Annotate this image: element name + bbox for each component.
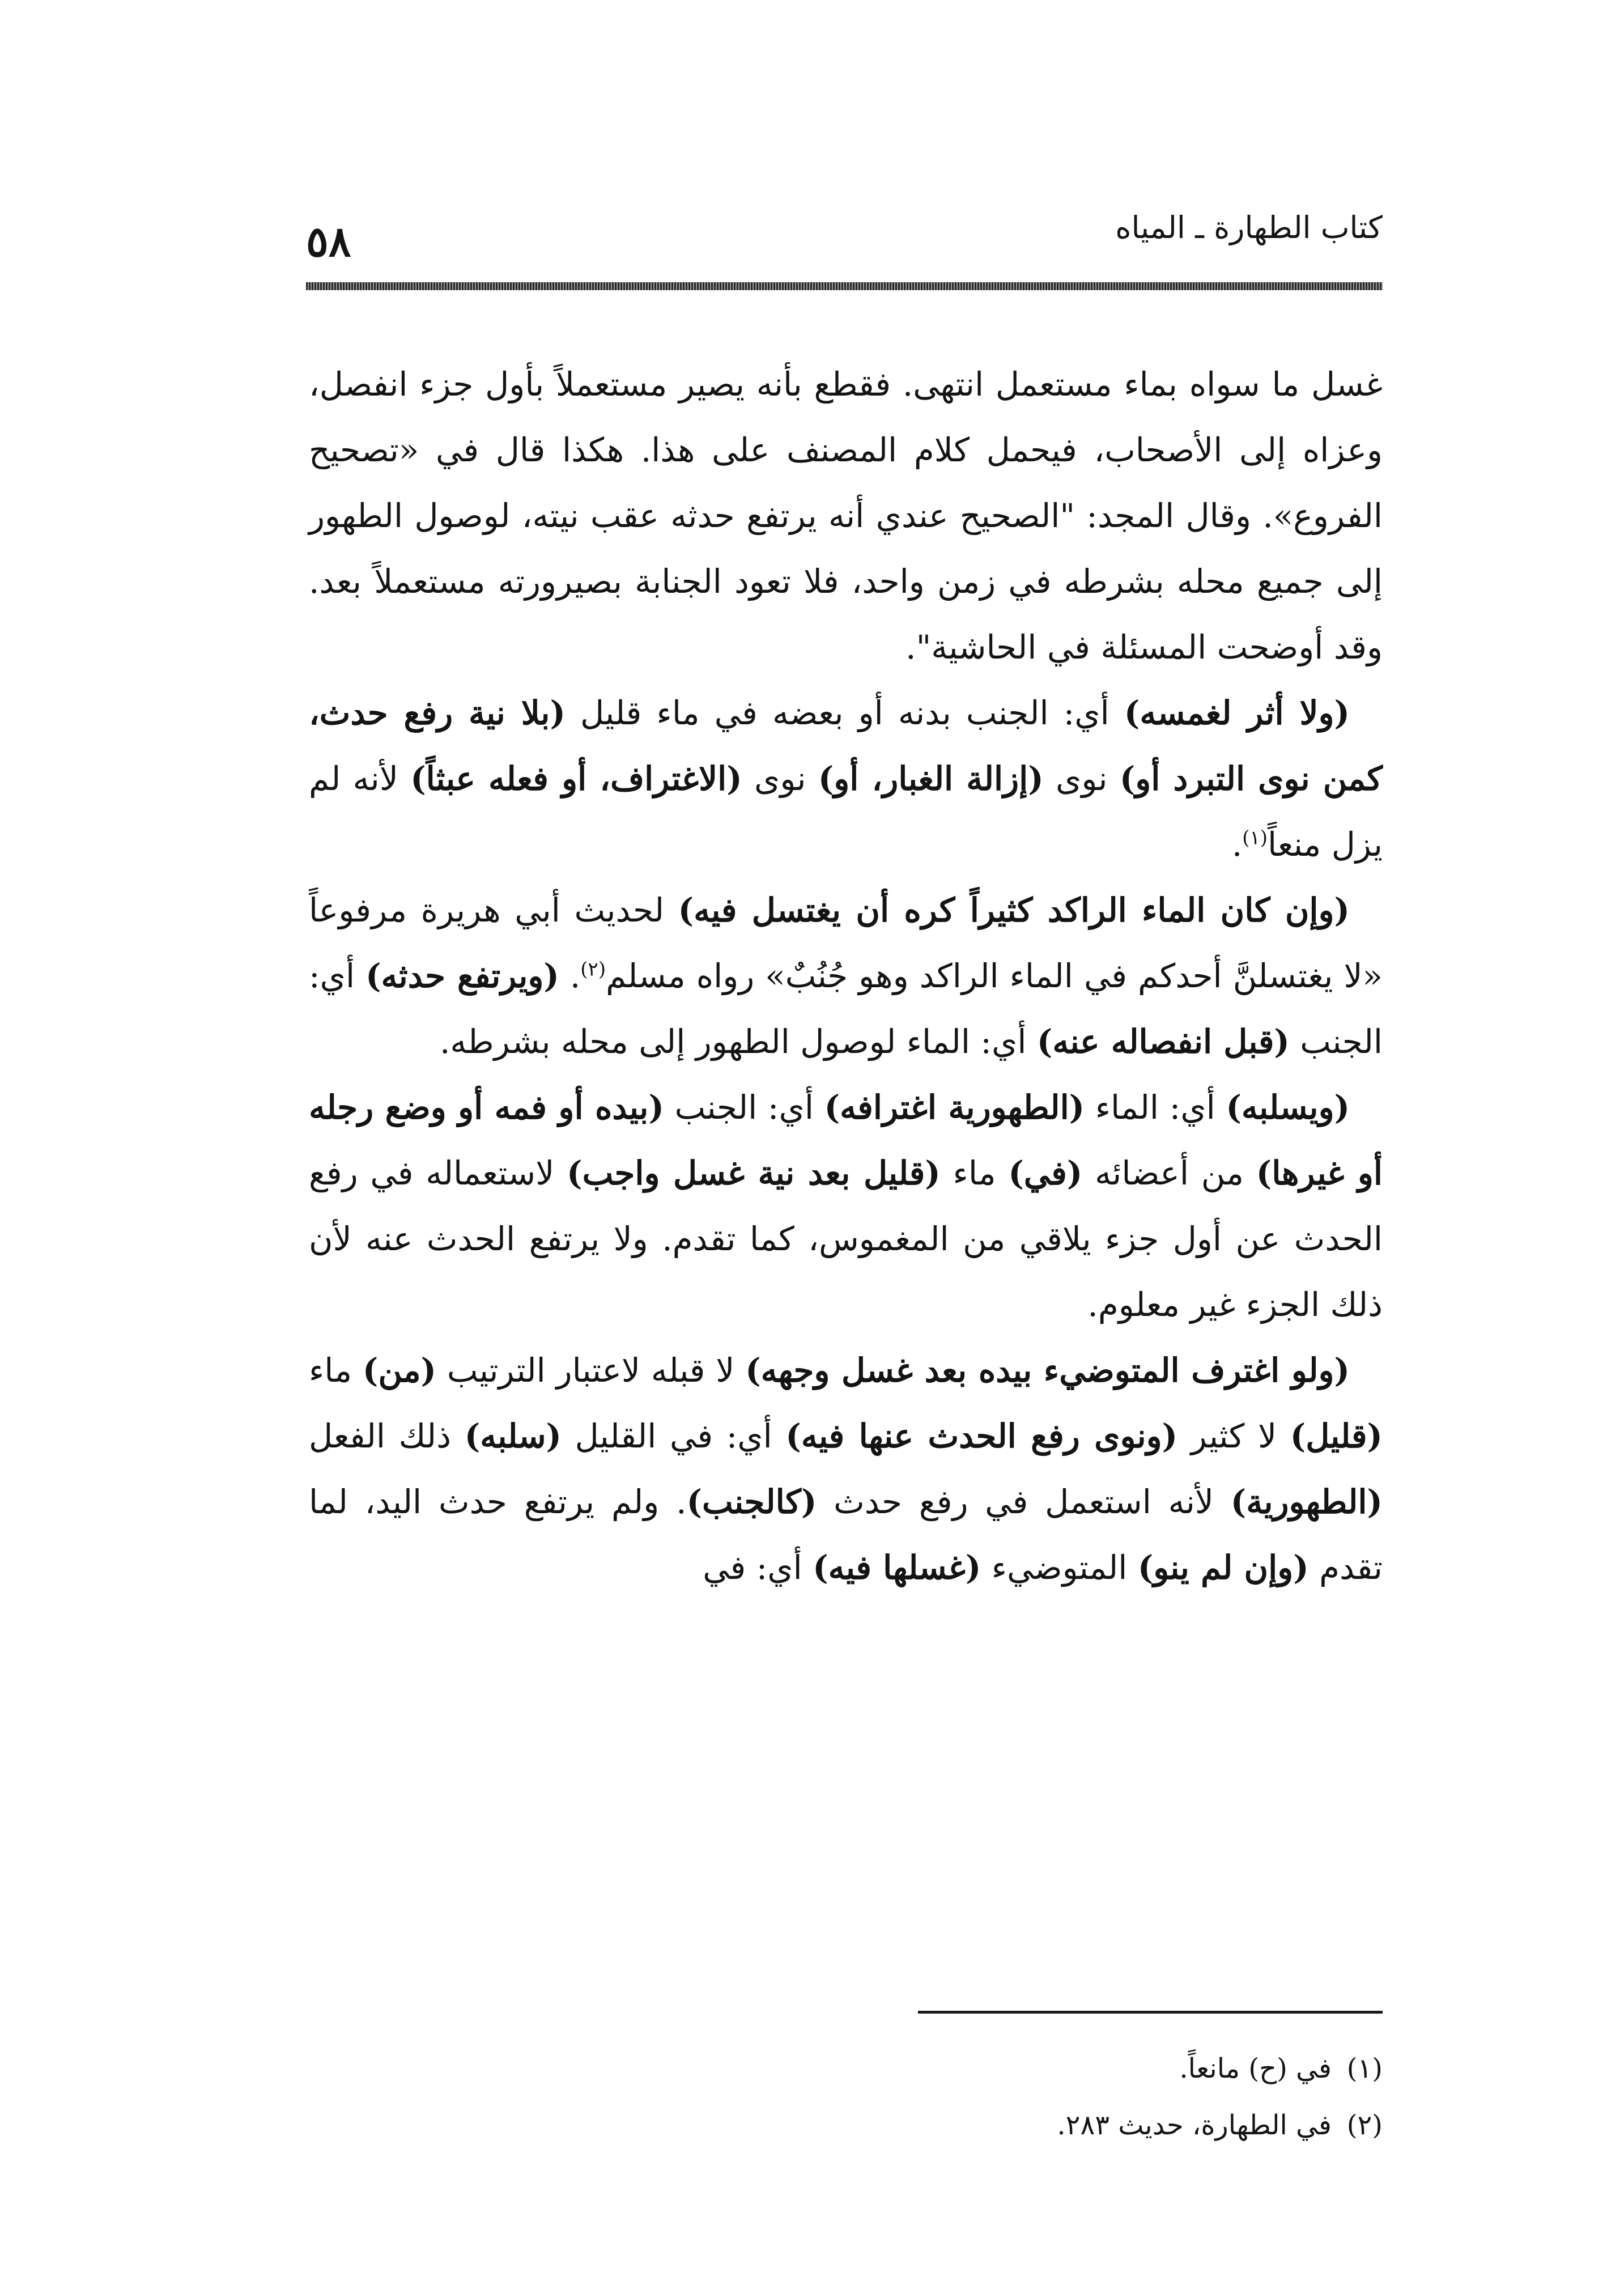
footnote-number: (١) (1346, 2053, 1383, 2084)
matn-text: (في) (1008, 1154, 1083, 1192)
footnote-number: (٢) (1346, 2109, 1383, 2141)
paragraph-3 (309, 877, 1383, 1075)
matn-text: (إزالة الغبار، أو) (818, 759, 1044, 798)
matn-text: (قليل) (1290, 1417, 1383, 1455)
text-run: لا كثير (1177, 1417, 1290, 1455)
matn-text: (ولا أثر لغمسه) (1124, 694, 1350, 732)
text-run: من أعضائه (1082, 1154, 1256, 1192)
matn-text: (ويرتفع حدثه) (365, 957, 559, 995)
text-run: لا قبله لاعتبار الترتيب (436, 1351, 746, 1390)
matn-text: (الطهورية اغترافه) (824, 1088, 1085, 1127)
matn-text: (قليل بعد نية غسل واجب) (567, 1154, 941, 1192)
text-run: أي: الجنب (309, 957, 1383, 1061)
matn-text: (غسلها فيه) (813, 1548, 981, 1587)
text-run: لاستعماله في رفع الحدث عن أول جزء يلاقي من المغموس، كما تقدم. ولا يرتفع الحدث عنه لأن ذلك الجزء غير معلوم. (309, 1154, 1383, 1324)
text-run: أي: الجنب (664, 1088, 824, 1127)
footnote-ref[interactable]: (٢) (580, 958, 606, 981)
main-text (309, 351, 1383, 1600)
matn-text: (قبل انفصاله عنه) (1036, 1022, 1290, 1061)
matn-text: (وإن لم ينو) (1137, 1548, 1309, 1587)
matn-text: (بيده أو فمه أو وضع رجله أو غيرها) (309, 1088, 1383, 1192)
text-run: المتوضيء (981, 1548, 1138, 1587)
text-run: لأنه لم يزل منعاً (309, 759, 1383, 864)
text-run: أي: في القليل (561, 1417, 786, 1455)
paragraph-4 (309, 1075, 1383, 1337)
matn-text: (ولو اغترف المتوضيء بيده بعد غسل وجهه) (745, 1351, 1350, 1390)
footnote-separator (918, 2011, 1383, 2014)
paragraph-1 (309, 351, 1383, 680)
text-run: ذلك الفعل (309, 1417, 465, 1455)
matn-text: (من) (362, 1351, 436, 1390)
footnotes (680, 2040, 1383, 2154)
matn-text: (بلا نية رفع حدث، كمن نوى التبرد أو) (309, 694, 1383, 798)
page-number: ٥٨ (306, 218, 351, 266)
matn-text: (ويسلبه) (1226, 1088, 1350, 1127)
text-run: ماء (309, 1351, 363, 1390)
running-header (306, 210, 1383, 295)
matn-text: (الاغتراف، أو فعله عبثاً) (410, 759, 742, 798)
text-run: أي: الجنب بدنه أو بعضه في ماء قليل (565, 694, 1124, 732)
matn-text: (الطهورية) (1230, 1483, 1383, 1521)
matn-text: (ونوى رفع الحدث عنها فيه) (785, 1417, 1178, 1455)
footnote-1 (680, 2040, 1383, 2097)
text-run: نوى (742, 759, 818, 798)
text-run: لأنه استعمل في رفع حدث (817, 1483, 1231, 1521)
footnote-ref[interactable]: (١) (1242, 826, 1268, 850)
text-run: لحديث أبي هريرة مرفوعاً «لا يغتسلنَّ أحدكم في الماء الراكد وهو جُنُبٌ» رواه مسلم (309, 891, 1383, 995)
text-run: . (1231, 825, 1243, 864)
text-run: أي: في (703, 1548, 813, 1587)
paragraph-5 (309, 1337, 1383, 1600)
footnote-text: في (ح) مانعاً. (1179, 2053, 1332, 2084)
running-title: كتاب الطهارة ـ المياه (1115, 210, 1383, 245)
footnote-text: في الطهارة، حديث ٢٨٣. (1057, 2109, 1332, 2141)
text-run: . (559, 957, 581, 995)
text-run: . ولم يرتفع حدث اليد، لما تقدم (309, 1483, 1383, 1587)
matn-text: (وإن كان الماء الراكد كثيراً كره أن يغتسل فيه) (678, 891, 1350, 929)
text-run: غسل ما سواه بماء مستعمل انتهى. فقطع بأنه يصير مستعملاً بأول جزء انفصل، وعزاه إلى الأصحاب، فيحمل كلام المصنف على هذا. هكذا قال في «تصحيح الفروع». وقال المجد: "الصحيح عندي أنه يرتفع حدثه عقب نيته، لوصول الطهور إلى جميع محله بشرطه في زمن واحد، فلا تعود الجنابة بصيرورته مستعملاً بعد. وقد أوضحت المسئلة في الحاشية". (309, 365, 1383, 666)
matn-text: (سلبه) (464, 1417, 562, 1455)
text-run: نوى (1043, 759, 1120, 798)
footnote-2 (680, 2097, 1383, 2154)
matn-text: (كالجنب) (686, 1483, 817, 1521)
header-rule (306, 282, 1383, 290)
paragraph-2 (309, 680, 1383, 877)
text-run: أي: الماء لوصول الطهور إلى محله بشرطه. (439, 1022, 1037, 1061)
text-run: أي: الماء (1085, 1088, 1226, 1127)
text-run: ماء (940, 1154, 1009, 1192)
